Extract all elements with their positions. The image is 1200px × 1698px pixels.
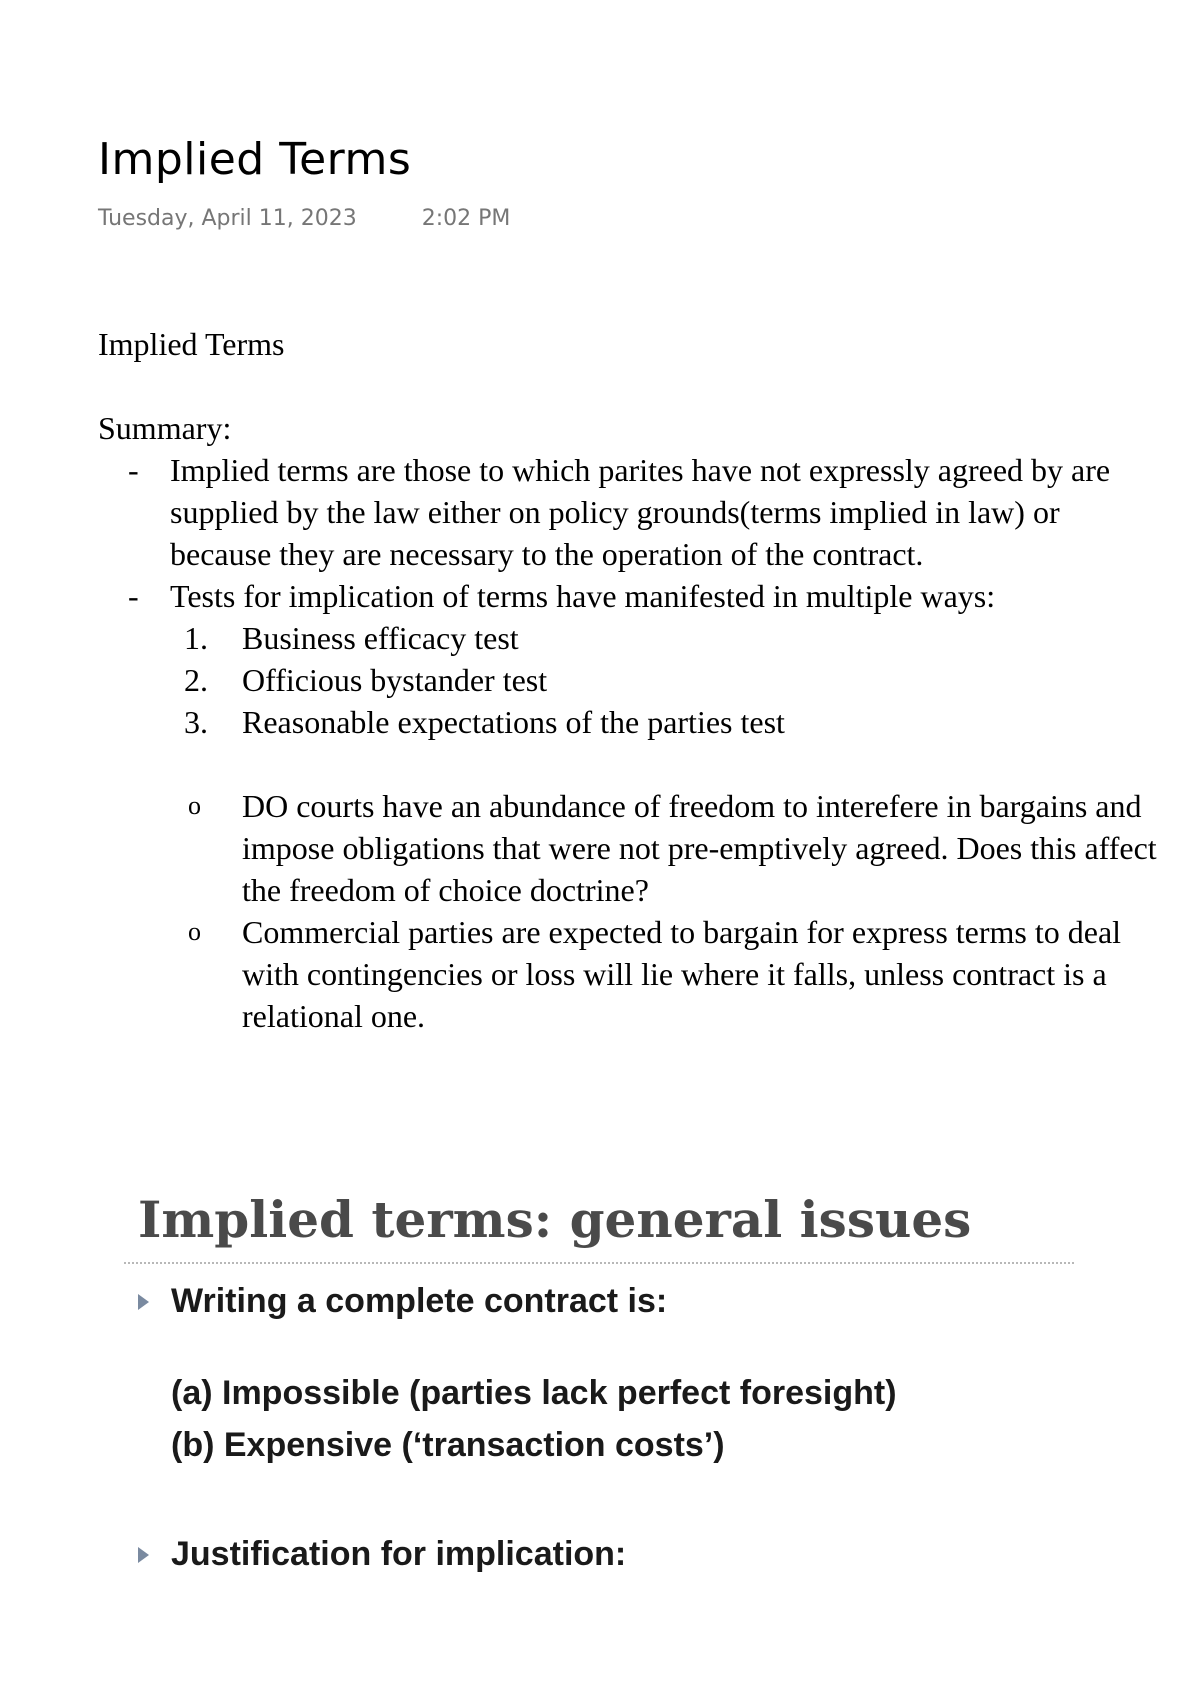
triangle-bullet-icon (138, 1294, 149, 1310)
slide-option-a: (a) Impossible (parties lack perfect foresight) (171, 1374, 897, 1412)
list-item-text: Business efficacy test (242, 620, 519, 656)
list-item (98, 575, 1158, 617)
list-item-text: DO courts have an abundance of freedom to interefere in bargains and impose obligations that were not pre-emptively agreed. Does this affect the freedom of choice doctrine? (242, 788, 1157, 908)
list-item-text: Officious bystander test (242, 662, 548, 698)
list-item-text: Tests for implication of terms have manifested in multiple ways: (170, 578, 996, 614)
list-item (98, 701, 1158, 743)
slide-divider (124, 1262, 1074, 1264)
list-number: 3. (184, 704, 208, 740)
slide-bullet (138, 1535, 1084, 1574)
list-number: 2. (184, 662, 208, 698)
slide-bullet-text: Writing a complete contract is: (171, 1282, 668, 1320)
page-title: Implied Terms (98, 134, 412, 185)
summary-label: Summary: (98, 410, 232, 446)
triangle-bullet-icon (138, 1547, 149, 1563)
list-item (98, 911, 1158, 1037)
slide-body (124, 1282, 1084, 1574)
dash-bullet: - (128, 578, 139, 614)
list-item (98, 785, 1158, 911)
slide-bullet-text: Justification for implication: (171, 1535, 627, 1573)
slide-title: Implied terms: general issues (138, 1190, 972, 1249)
note-heading: Implied Terms (98, 326, 285, 362)
list-number: 1. (184, 620, 208, 656)
page-date: Tuesday, April 11, 2023 (98, 206, 357, 231)
circle-bullet: o (188, 917, 201, 946)
embedded-slide-image[interactable] (124, 1190, 1084, 1590)
slide-option-b: (b) Expensive (‘transaction costs’) (171, 1426, 725, 1464)
list-item-text: Implied terms are those to which parites have not expressly agreed by are supplied by the law either on policy grounds(terms implied in law) or because they are necessary to the operation of the contract. (170, 452, 1111, 572)
page-timestamp (98, 206, 510, 231)
page-time: 2:02 PM (421, 206, 511, 231)
list-item-text: Reasonable expectations of the parties test (242, 704, 785, 740)
list-item (98, 617, 1158, 659)
list-item (98, 659, 1158, 701)
note-body[interactable] (98, 323, 1158, 1037)
list-item (98, 449, 1158, 575)
dash-bullet: - (128, 452, 139, 488)
slide-bullet (138, 1282, 1084, 1321)
list-item-text: Commercial parties are expected to bargain for express terms to deal with contingencies or loss will lie where it falls, unless contract is a relational one. (242, 914, 1122, 1034)
circle-bullet: o (188, 791, 201, 820)
